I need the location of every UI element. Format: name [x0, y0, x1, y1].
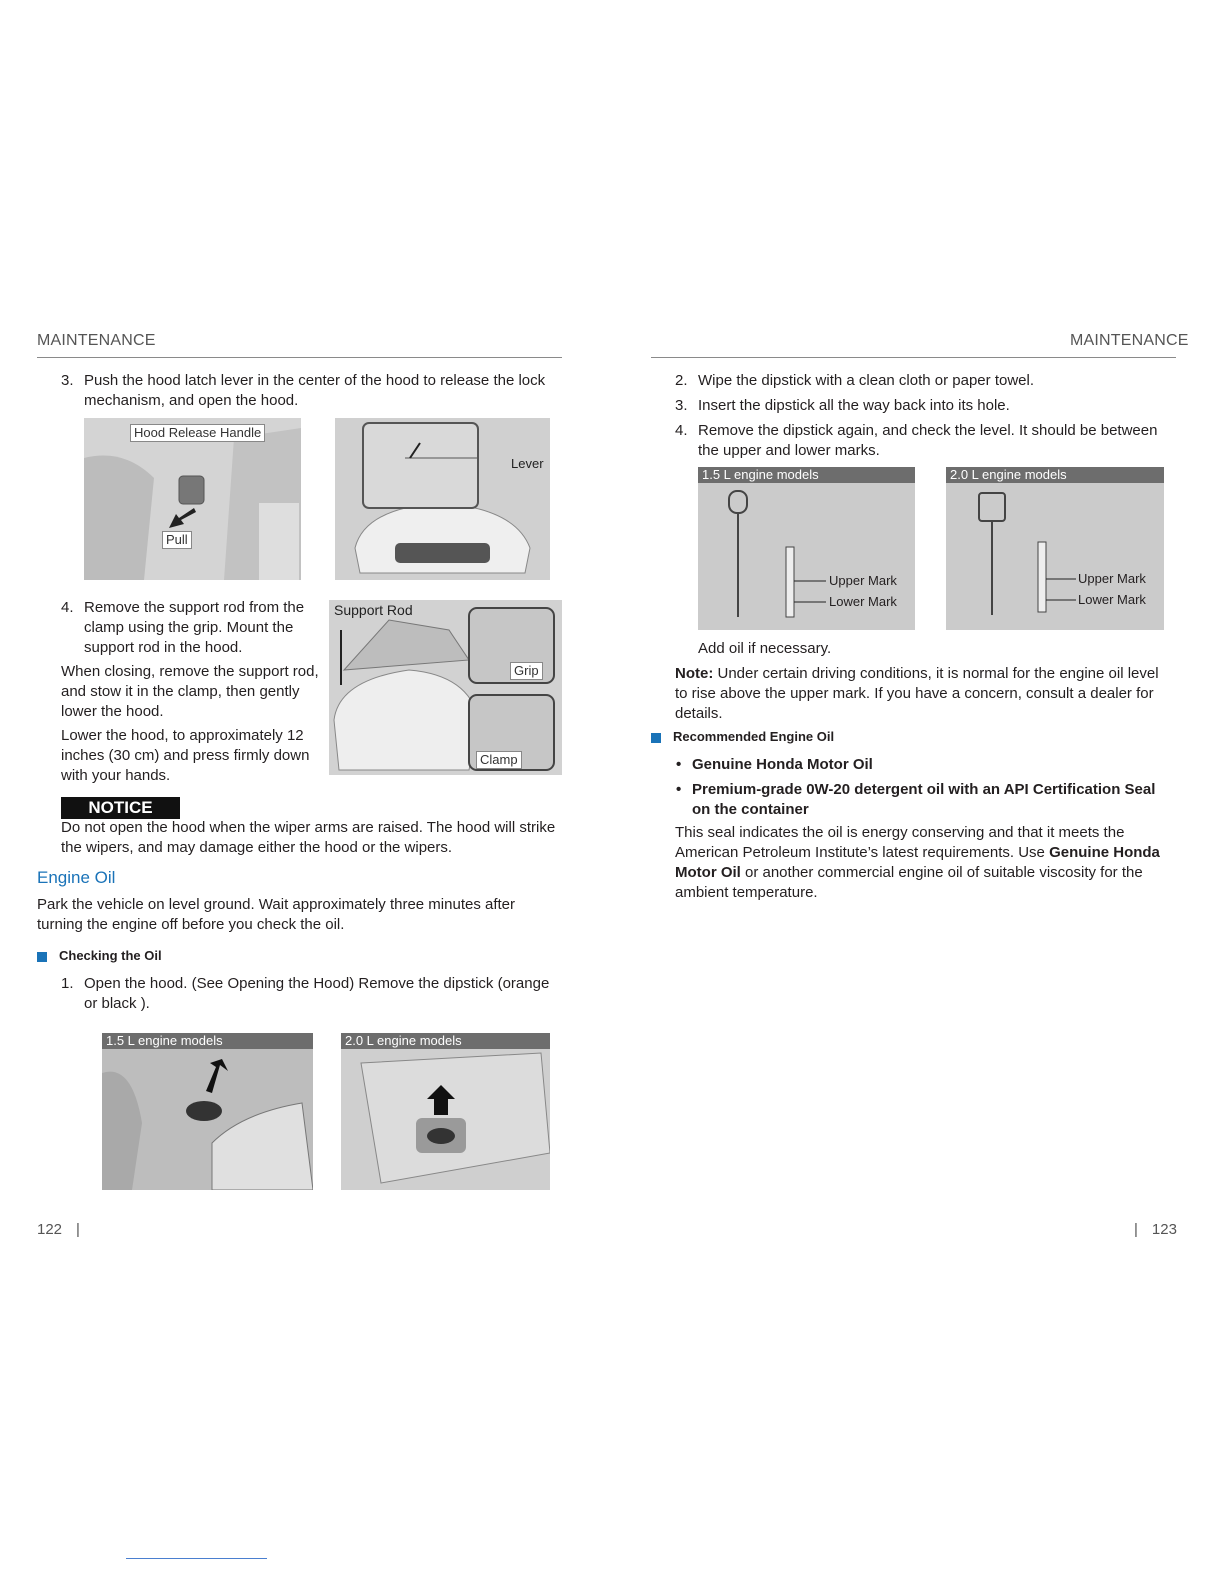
- bullet-icon: •: [676, 756, 682, 773]
- closing-instructions: When closing, remove the support rod, and stow it in the clamp, then gently lower the hood.: [61, 663, 319, 720]
- engine-bay-15-illustration: [102, 1033, 313, 1190]
- right-page-number: | 123: [1134, 1221, 1177, 1238]
- figure-bar-20: 2.0 L engine models: [341, 1033, 550, 1049]
- note-paragraph: [675, 664, 1175, 724]
- step-number: 4.: [675, 422, 688, 439]
- upper-mark-label: Upper Mark: [829, 573, 897, 588]
- step-number: 1.: [61, 975, 74, 992]
- step-text: Insert the dipstick all the way back into its hole.: [698, 397, 1010, 414]
- list-item: • Genuine Honda Motor Oil: [676, 756, 873, 773]
- step-number: 2.: [675, 372, 688, 389]
- hood-release-handle-label: Hood Release Handle: [130, 424, 265, 442]
- grip-label: Grip: [510, 662, 543, 680]
- seal-paragraph: This seal indicates the oil is energy conserving and that it meets the American Petroleum Institute’s latest requirements. Use Genuine Honda Motor Oil or another commercial engine oil of suitable viscosity for the ambient temperature.: [675, 824, 1160, 901]
- notice-label: NOTICE: [61, 797, 180, 819]
- subheading-square-icon: [651, 733, 661, 743]
- car-front-illustration: [335, 418, 550, 580]
- note-label: Note:: [675, 665, 714, 682]
- step-text: Push the hood latch lever in the center of the hood to release the lock mechanism, and open the hood.: [84, 372, 546, 409]
- dipstick-marks-figure-15: [698, 467, 915, 630]
- notice-text: Do not open the hood when the wiper arms are raised. The hood will strike the wipers, and may damage either the hood or the wipers.: [61, 819, 556, 856]
- checking-oil-subheading: Checking the Oil: [37, 948, 162, 963]
- figure-bar-15: 1.5 L engine models: [698, 467, 915, 483]
- right-step-2: [675, 371, 1175, 391]
- right-step-3: [675, 396, 1175, 416]
- support-rod-figure: [329, 600, 562, 775]
- add-oil-text: Add oil if necessary.: [698, 640, 832, 657]
- engine-bay-20-illustration: [341, 1033, 550, 1190]
- hood-release-figure: [84, 418, 301, 580]
- right-header-rule: [651, 357, 1176, 358]
- step-text: Open the hood. (See Opening the Hood) Remove the dipstick (orange or black ).: [84, 975, 550, 1012]
- subheading-square-icon: [37, 952, 47, 962]
- figure-bar-20: 2.0 L engine models: [946, 467, 1164, 483]
- step-number: 3.: [675, 397, 688, 414]
- lower-mark-label: Lower Mark: [1078, 592, 1146, 607]
- left-page-number: 122 |: [37, 1221, 80, 1238]
- bullet-icon: •: [676, 781, 682, 798]
- dipstick-location-figure-15: [102, 1033, 313, 1190]
- right-page-header: MAINTENANCE: [1070, 332, 1189, 349]
- step-text: Remove the dipstick again, and check the level. It should be between the upper and lower marks.: [698, 422, 1158, 459]
- support-rod-label: Support Rod: [334, 602, 413, 618]
- upper-mark-label: Upper Mark: [1078, 571, 1146, 586]
- left-step-3: [61, 371, 551, 411]
- step-number: 4.: [61, 599, 74, 616]
- step-number: 3.: [61, 372, 74, 389]
- dipstick-marks-figure-20: [946, 467, 1164, 630]
- list-item: • Premium-grade 0W-20 detergent oil with an API Certification Seal on the container: [676, 781, 1156, 818]
- bullet-list: [676, 755, 1174, 820]
- hood-release-illustration: [84, 418, 301, 580]
- footnote-rule: [126, 1558, 267, 1559]
- lever-label: Lever: [511, 456, 544, 471]
- right-step-4: [675, 421, 1177, 461]
- step-text: Remove the support rod from the clamp using the grip. Mount the support rod in the hood.: [84, 599, 305, 656]
- lower-mark-label: Lower Mark: [829, 594, 897, 609]
- step-text: Wipe the dipstick with a clean cloth or paper towel.: [698, 372, 1034, 389]
- left-step-1: [61, 974, 556, 1014]
- note-text: Under certain driving conditions, it is normal for the engine oil level to rise above the upper mark. If you have a concern, consult a dealer for details.: [675, 665, 1159, 722]
- left-page-header: MAINTENANCE: [37, 332, 156, 349]
- hood-lever-figure: [335, 418, 550, 580]
- section-text: Park the vehicle on level ground. Wait approximately three minutes after turning the engine off before you check the oil.: [37, 896, 516, 933]
- clamp-label: Clamp: [476, 751, 522, 769]
- lowering-instructions: Lower the hood, to approximately 12 inches (30 cm) and press firmly down with your hands.: [61, 727, 310, 784]
- figure-bar-15: 1.5 L engine models: [102, 1033, 313, 1049]
- left-step-4: [61, 598, 321, 658]
- support-rod-illustration: [329, 600, 562, 775]
- pull-label: Pull: [162, 531, 192, 549]
- recommended-oil-subheading: Recommended Engine Oil: [651, 729, 834, 744]
- section-title: Engine Oil: [37, 868, 116, 887]
- left-header-rule: [37, 357, 562, 358]
- dipstick-location-figure-20: [341, 1033, 550, 1190]
